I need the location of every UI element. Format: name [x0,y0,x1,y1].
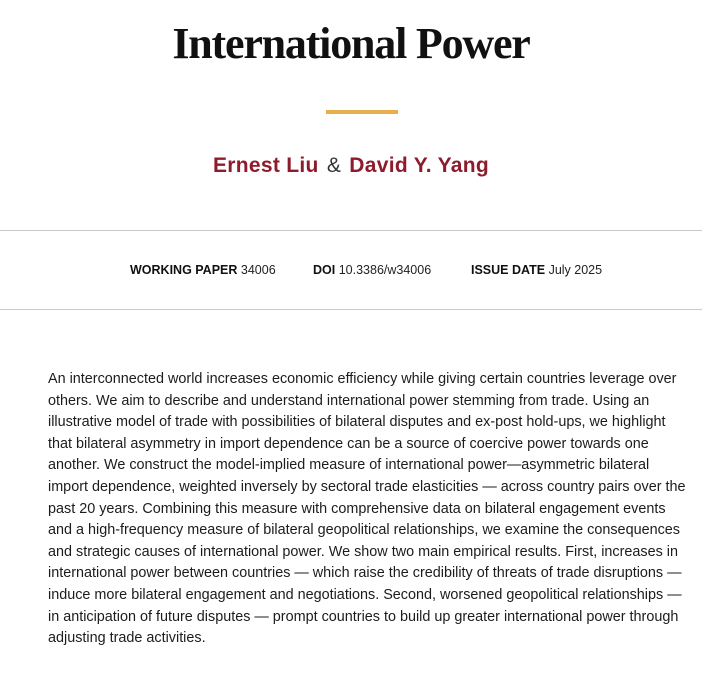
working-paper-label: WORKING PAPER [130,263,238,277]
metadata-divider-bottom [0,309,702,310]
author-line [0,152,702,180]
metadata-divider-top [0,230,702,231]
issue-date-value: July 2025 [548,263,603,277]
abstract-text: An interconnected world increases economic efficiency while giving certain countries leverage over others. We aim to describe and understand international power stemming from trade. Using an illustrative model of trade with possibilities of bilateral disputes and ex-post hold-ups, we highlight that bilateral asymmetry in import dependence can be a source of coercive power towards one another. We construct the model-implied measure of international power—asymmetric bilateral import dependence, weighted inversely by sectoral trade elasticities — across country pairs over the past 20 years. Combining this measure with comprehensive data on bilateral engagement events and a high-frequency measure of bilateral geopolitical relationships, we examine the consequences and strategic causes of international power. We show two main empirical results. First, increases in international power between countries — which raise the credibility of threats of trade disruptions — induce more bilateral engagement and negotiations. Second, worsened geopolitical relationships — in anticipation of future disputes — prompt countries to build up greater international power through adjusting trade activities. [48,371,686,647]
issue-date-meta [471,262,602,278]
issue-date-label: ISSUE DATE [471,263,546,277]
doi-label: DOI [313,263,336,277]
paper-title: International Power [172,19,530,68]
title-accent-rule [326,110,398,114]
doi-meta [313,262,431,278]
author-link-ernest-liu[interactable]: Ernest Liu [213,154,319,177]
working-paper-number: 34006 [240,263,276,277]
doi-value: 10.3386/w34006 [338,263,432,277]
author-separator: & [326,154,342,177]
author-link-david-y-yang[interactable]: David Y. Yang [349,154,489,177]
working-paper-meta [130,262,276,278]
